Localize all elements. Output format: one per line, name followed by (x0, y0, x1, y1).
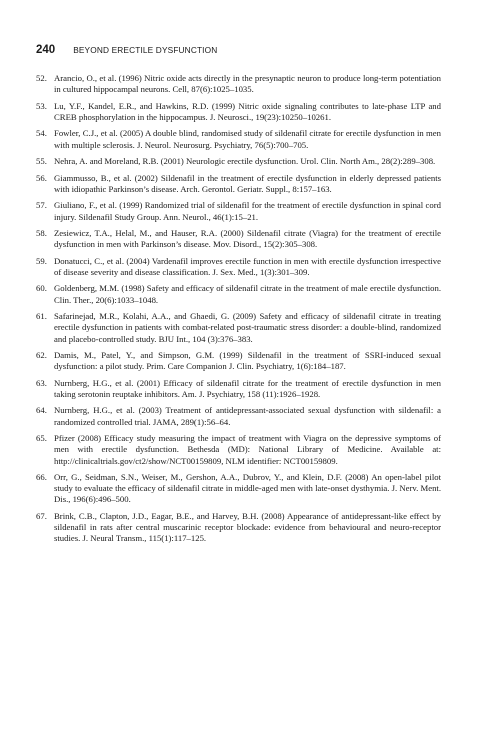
reference-text: Arancio, O., et al. (1996) Nitric oxide acts directly in the presynaptic neuron to produce long-term potentiation in cultured hippocampal neurons. Cell, 87(6):1025–1035. (54, 73, 441, 95)
reference-text: Donatucci, C., et al. (2004) Vardenafil improves erectile function in men with erectile dysfunction irrespective of disease severity and disease classification. J. Sex. Med., 1(3):301–309. (54, 255, 441, 277)
reference-entry (36, 128, 441, 150)
reference-text: Pfizer (2008) Efficacy study measuring the impact of treatment with Viagra on the depressive symptoms of men with erectile dysfunction. Bethesda (MD): National Library of Medicine. Available at: http://clinicaltrials.gov/ct2/show/NCT00159809, NLM identifier: NCT00159809. (54, 433, 441, 466)
reference-entry (36, 405, 441, 427)
reference-text: Orr, G., Seidman, S.N., Weiser, M., Gershon, A.A., Dubrov, Y., and Klein, D.F. (2008) An open-label pilot study to evaluate the efficacy of sildenafil citrate in middle-aged men with late-onset dysthymia. J. Nerv. Ment. Dis., 196(6):496–500. (54, 472, 441, 505)
reference-entry (36, 256, 441, 278)
reference-entry (36, 200, 441, 222)
reference-number: 52. (36, 73, 47, 83)
reference-entry (36, 101, 441, 123)
reference-number: 65. (36, 433, 47, 444)
reference-entry (36, 156, 441, 167)
reference-number: 62. (36, 350, 47, 361)
reference-text: Lu, Y.F., Kandel, E.R., and Hawkins, R.D. (1999) Nitric oxide signaling contributes to late-phase LTP and CREB phosphorylation in the hippocampus. J. Neurosci., 19(23):10250–10261. (54, 100, 441, 122)
reference-number: 63. (36, 377, 47, 388)
reference-entry (36, 433, 441, 467)
reference-number: 53. (36, 100, 47, 111)
reference-number: 55. (36, 156, 47, 167)
reference-entry (36, 173, 441, 195)
reference-text: Safarinejad, M.R., Kolahi, A.A., and Ghaedi, G. (2009) Safety and efficacy of sildenafil citrate in treating erectile dysfunction in patients with combat-related post-traumatic stress disorder: a double-blind, randomized and placebo-controlled study. BJU Int., 104 (3):376–383. (54, 311, 441, 344)
reference-text: Giammusso, B., et al. (2002) Sildenafil in the treatment of erectile dysfunction in elderly depressed patients with idiopathic Parkinson’s disease. Arch. Gerontol. Geriatr. Suppl., 8:157–163. (54, 172, 441, 194)
reference-text: Nehra, A. and Moreland, R.B. (2001) Neurologic erectile dysfunction. Urol. Clin. North Am., 28(2):289–308. (54, 156, 436, 167)
reference-entry (36, 311, 441, 345)
reference-text: Damis, M., Patel, Y., and Simpson, G.M. (1999) Sildenafil in the treatment of SSRI-induced sexual dysfunction: a pilot study. Prim. Care Companion J. Clin. Psychiatry, 1(6):184–187. (54, 350, 441, 372)
reference-entry (36, 228, 441, 250)
reference-number: 56. (36, 172, 47, 183)
reference-text: Giuliano, F., et al. (1999) Randomized trial of sildenafil for the treatment of erectile dysfunction in spinal cord injury. Sildenafil Study Group. Ann. Neurol., 46(1):15–21. (54, 200, 441, 222)
reference-number: 57. (36, 200, 47, 211)
page-number: 240 (36, 44, 56, 56)
reference-entry (36, 283, 441, 305)
reference-number: 67. (36, 510, 47, 521)
reference-number: 60. (36, 283, 47, 294)
reference-text: Fowler, C.J., et al. (2005) A double blind, randomised study of sildenafil citrate for erectile dysfunction in men with multiple sclerosis. J. Neurol. Neurosurg. Psychiatry, 76(5):700–705. (54, 128, 441, 150)
running-title: BEYOND ERECTILE DYSFUNCTION (73, 45, 218, 55)
reference-number: 66. (36, 472, 47, 483)
reference-number: 58. (36, 228, 47, 239)
reference-text: Brink, C.B., Clapton, J.D., Eagar, B.E., and Harvey, B.H. (2008) Appearance of antidepressant-like effect by sildenafil in rats after central muscarinic receptor blockade: evidence from behavioural and neuro-receptor studies. J. Neural Transm., 115(1):117–125. (54, 510, 441, 544)
reference-number: 54. (36, 128, 47, 139)
reference-entry (36, 73, 441, 95)
reference-entry (36, 511, 441, 545)
reference-text: Goldenberg, M.M. (1998) Safety and efficacy of sildenafil citrate in the treatment of male erectile dysfunction. Clin. Ther., 20(6):1033–1048. (54, 283, 441, 305)
reference-list (36, 73, 441, 550)
reference-number: 59. (36, 255, 47, 266)
reference-number: 64. (36, 405, 47, 416)
reference-text: Zesiewicz, T.A., Helal, M., and Hauser, R.A. (2000) Sildenafil citrate (Viagra) for the treatment of erectile dysfunction in men with Parkinson’s disease. Mov. Disord., 15(2):305–308. (54, 228, 441, 250)
reference-entry (36, 350, 441, 372)
reference-number: 61. (36, 311, 47, 322)
reference-text: Nurnberg, H.G., et al. (2001) Efficacy of sildenafil citrate for the treatment of erectile dysfunction in men taking serotonin reuptake inhibitors. Am. J. Psychiatry, 158 (11):1926–1928. (54, 377, 441, 399)
reference-entry (36, 378, 441, 400)
running-head (36, 44, 217, 58)
reference-entry (36, 472, 441, 506)
reference-text: Nurnberg, H.G., et al. (2003) Treatment of antidepressant-associated sexual dysfunction with sildenafil: a randomized controlled trial. JAMA, 289(1):56–64. (54, 405, 441, 427)
